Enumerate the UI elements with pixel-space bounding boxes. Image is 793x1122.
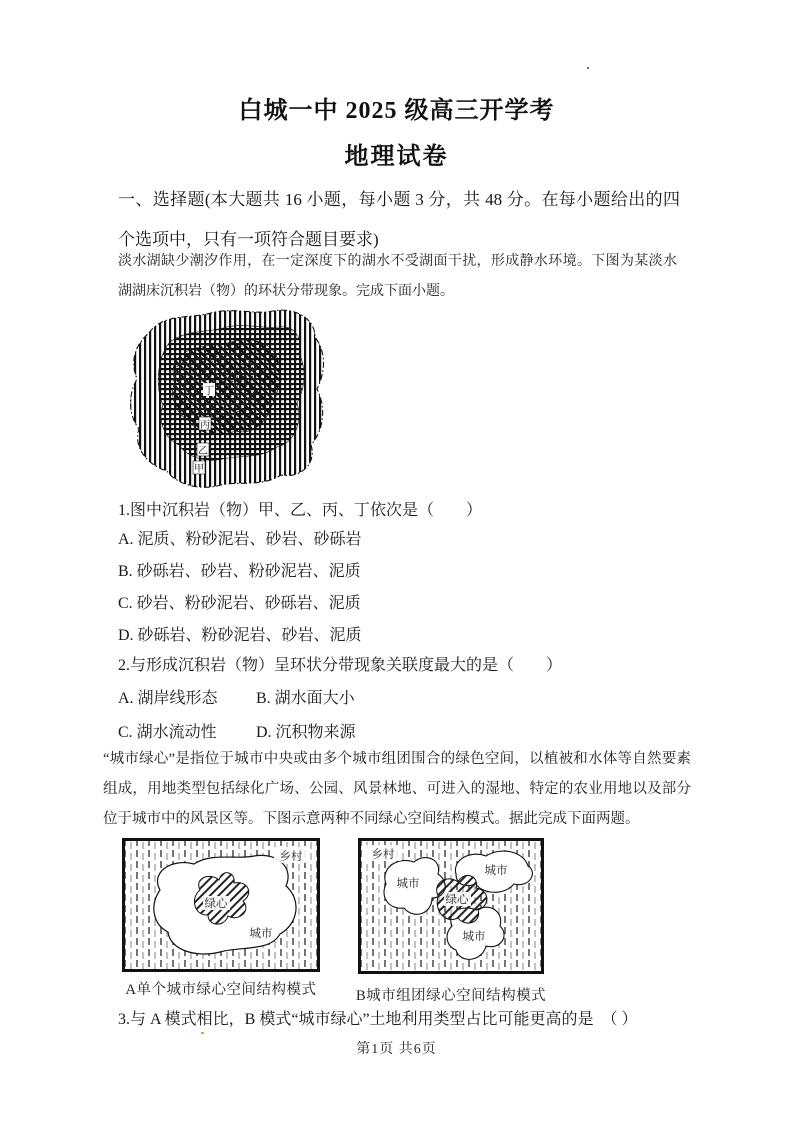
q1-option-b: B. 砂砾岩、砂岩、粉砂泥岩、泥质 — [118, 563, 361, 580]
lake-sediment-figure — [119, 303, 331, 497]
zone-label-bing — [199, 417, 211, 431]
q1-option-c: C. 砂岩、粉砂泥岩、砂砾岩、泥质 — [118, 595, 361, 612]
q2-option-d: D. 沉积物来源 — [256, 724, 356, 741]
svg-text:甲: 甲 — [194, 464, 204, 475]
question-3-stem: 3.与 A 模式相比，B 模式“城市绿心”土地利用类型占比可能更高的是 （ ） — [118, 1011, 638, 1028]
model-a-green-label — [203, 896, 230, 910]
passage-lake-sediment: 淡水湖缺少潮汐作用，在一定深度下的湖水不受湖面干扰，形成静水环境。下图为某淡水湖湖床沉积岩（物）的环状分带现象。完成下面小题。 — [118, 254, 677, 299]
q2-option-a: A. 湖岸线形态 — [118, 690, 218, 707]
lake-sediment-svg — [119, 303, 331, 492]
q2-option-b: B. 湖水面大小 — [256, 690, 355, 707]
green-heart-model-b-figure — [358, 838, 544, 979]
zone-label-ding — [203, 383, 215, 397]
figure-b-caption: B城市组团绿心空间结构模式 — [356, 988, 547, 1004]
model-b-city-label-bottom: 城市 — [462, 931, 486, 943]
model-a-city-label: 城市 — [249, 928, 273, 940]
model-b-green-label — [444, 892, 471, 906]
model-b-city-label-left: 城市 — [396, 878, 420, 890]
svg-text:绿心: 绿心 — [445, 894, 469, 906]
section-heading: 一、选择题(本大题共 16 小题，每小题 3 分，共 48 分。在每小题给出的四个选项中，只有一项符合题目要求) — [118, 190, 680, 249]
page-subtitle: 地理试卷 — [344, 144, 449, 170]
model-b-svg — [358, 838, 544, 974]
question-2-stem: 2.与形成沉积岩（物）呈环状分带现象关联度最大的是（ ） — [118, 657, 563, 674]
passage-green-heart: “城市绿心”是指位于城市中央或由多个城市组团围合的绿色空间，以植被和水体等自然要素组成，用地类型包括绿化广场、公园、风景林地、可进入的湿地、特定的农业用地以及部分位于城市中的风景区等。下图示意两种不同绿心空间结构模式。据此完成下面两题。 — [103, 751, 691, 827]
page-footer: 第1页 共6页 — [356, 1042, 437, 1057]
page-title: 白城一中 2025 级高三开学考 — [238, 98, 555, 124]
figure-a-caption: A单个城市绿心空间结构模式 — [125, 982, 317, 998]
green-heart-model-a-figure — [122, 838, 320, 977]
svg-text:乙: 乙 — [198, 446, 208, 457]
scan-artifact-dot — [587, 67, 589, 69]
svg-text:丁: 丁 — [204, 386, 214, 397]
zone-label-jia — [193, 461, 205, 475]
svg-text:绿心: 绿心 — [204, 898, 228, 910]
q2-option-c: C. 湖水流动性 — [118, 724, 217, 741]
q1-option-a: A. 泥质、粉砂泥岩、砂岩、砂砾岩 — [118, 531, 362, 548]
svg-text:丙: 丙 — [200, 420, 210, 431]
model-b-city-label-topright: 城市 — [484, 865, 508, 877]
question-1-stem: 1.图中沉积岩（物）甲、乙、丙、丁依次是（ ） — [118, 502, 483, 519]
scan-artifact-dot-yellow — [201, 1032, 204, 1034]
model-a-rural-label — [274, 847, 309, 863]
svg-text:乡村: 乡村 — [371, 849, 395, 861]
model-a-svg — [122, 838, 320, 972]
question-1-options — [118, 524, 598, 652]
q1-option-d: D. 砂砾岩、粉砂泥岩、砂岩、泥质 — [118, 627, 362, 644]
zone-label-yi — [197, 443, 209, 457]
svg-text:乡村: 乡村 — [279, 851, 303, 863]
model-b-rural-label — [366, 845, 401, 861]
